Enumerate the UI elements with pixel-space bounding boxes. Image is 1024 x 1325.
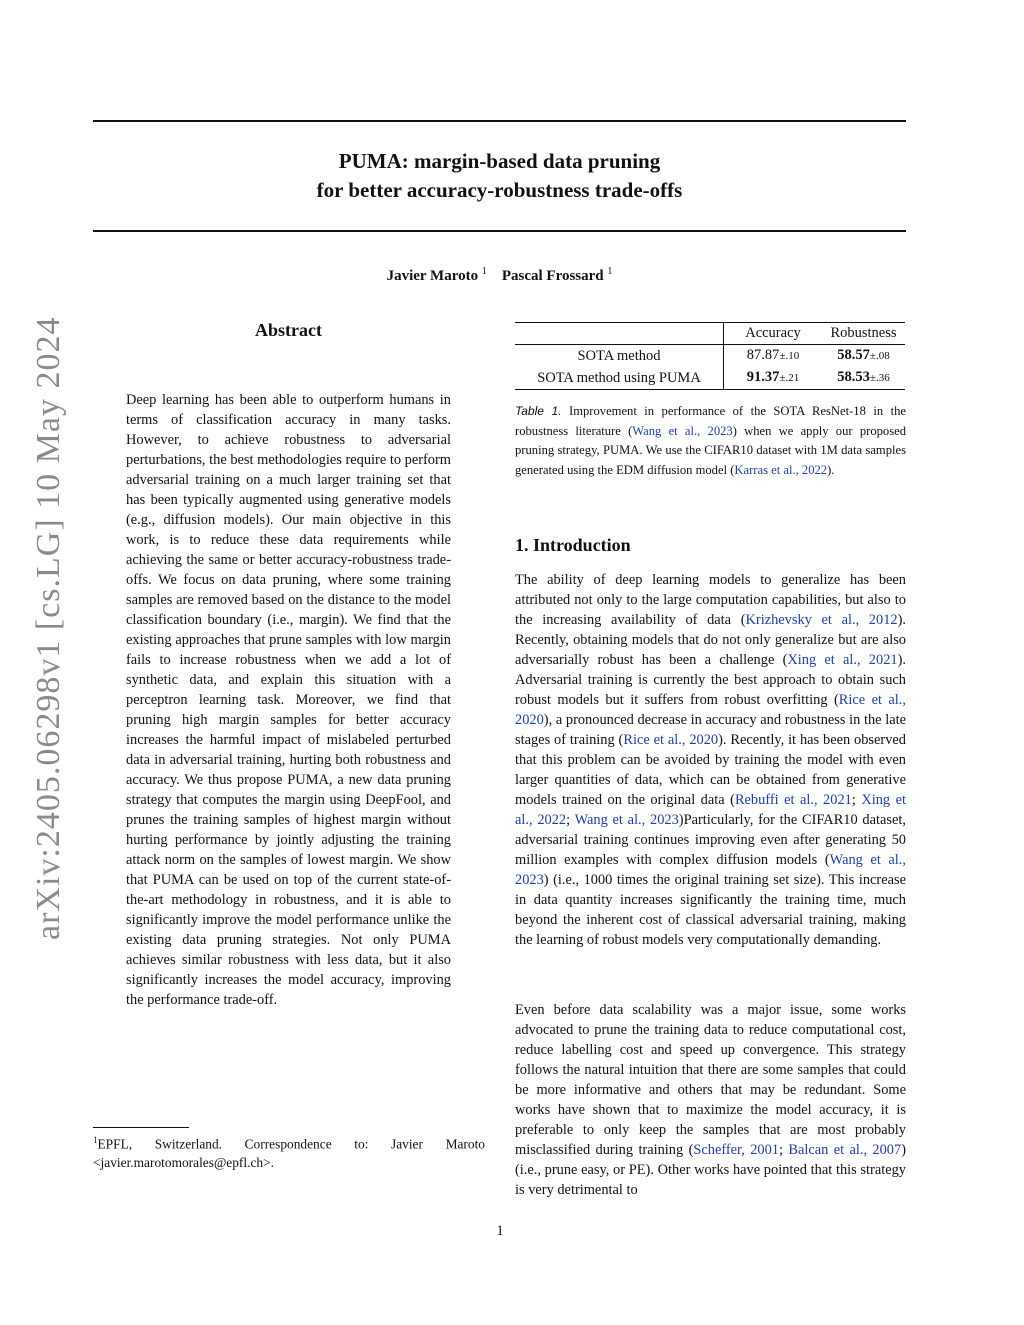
citation-link[interactable]: Balcan et al., 2007	[788, 1142, 902, 1158]
author-affiliation-mark: 1	[607, 266, 613, 277]
paragraph-text: The ability of deep learning models to generalize has been attributed not only to the large computation capabilities, but also to the increasing availability of data (	[515, 572, 906, 628]
intro-paragraph-1	[515, 570, 906, 950]
accuracy-std: ±.10	[779, 350, 800, 362]
citation-link[interactable]: Scheffer, 2001	[693, 1142, 780, 1158]
table-header-cell: Accuracy	[724, 323, 823, 345]
table-cell-method: SOTA method using PUMA	[537, 369, 701, 386]
author-name: Javier Maroto	[386, 268, 479, 284]
footnote-text: EPFL, Switzerland. Correspondence to: Javier Maroto <javier.marotomorales@epfl.ch>.	[93, 1136, 485, 1171]
table-row	[515, 345, 905, 368]
intro-paragraph-2	[515, 1000, 906, 1200]
title-line-1: PUMA: margin-based data pruning	[338, 149, 661, 173]
robustness-value: 58.53	[837, 369, 870, 385]
robustness-value: 58.57	[837, 347, 870, 363]
citation-link[interactable]: Rebuffi et al., 2021	[734, 792, 852, 808]
caption-text: ) when we apply our proposed pruning strategy, PUMA. We use the CIFAR10 dataset with 1M data samples generated using the EDM diffusion model (	[515, 423, 906, 477]
table-caption	[515, 402, 906, 480]
paragraph-text: )Particularly, for the CIFAR10 dataset, adversarial training continues improving even after generating 50 million examples with complex diffusion models (	[515, 812, 906, 868]
citation-link[interactable]: Wang et al., 2023	[574, 812, 679, 828]
paragraph-text: ), a pronounced decrease in accuracy and robustness in the late stages of training (	[515, 712, 906, 748]
table-cell-method: SOTA method	[577, 347, 661, 364]
table-header-cell: Robustness	[822, 323, 905, 345]
citation-link[interactable]: Wang et al., 2023	[632, 423, 733, 438]
citation-link[interactable]: Karras et al., 2022	[734, 462, 828, 477]
caption-text: Improvement in performance of the SOTA ResNet-18 in the robustness literature (	[515, 404, 906, 438]
paragraph-text: ). Adversarial training is currently the best approach to obtain such robust models but it suffers from robust overfitting (	[515, 652, 906, 708]
robustness-std: ±.36	[869, 372, 890, 384]
section-heading-introduction: 1. Introduction	[515, 535, 631, 555]
citation-link[interactable]: Wang et al., 2023	[515, 852, 906, 888]
author-affiliation-mark: 1	[481, 266, 487, 277]
paragraph-text: ;	[779, 1142, 789, 1158]
accuracy-value: 91.37	[746, 369, 780, 385]
title-line-2: for better accuracy-robustness trade-offs	[316, 178, 683, 202]
table-cell-accuracy	[724, 345, 823, 368]
paper-title	[93, 147, 906, 205]
title-top-rule	[93, 120, 906, 122]
paragraph-text: ). Recently, obtaining models that do not only generalize but are also adversarially robust has been a challenge (	[515, 612, 906, 668]
table-cell-robustness	[822, 345, 905, 368]
abstract-text: Deep learning has been able to outperform humans in terms of classification accuracy in many tasks. However, to achieve robustness to adversarial perturbations, the best methodologies require to perform adversarial training on a much larger training set that has been typically augmented using generative models (e.g., diffusion models). Our main objective in this work, is to reduce these data requirements while achieving the same or better accuracy-robustness trade-offs. We focus on data pruning, where some training samples are removed based on the distance to the model classification boundary (i.e., margin). We find that the existing approaches that prune samples with low margin fails to increase robustness when we add a lot of synthetic data, and explain this situation with a perceptron learning task. Moreover, we find that pruning high margin samples for better accuracy increases the harmful impact of mislabeled perturbed data in adversarial training, hurting both robustness and accuracy. We thus propose PUMA, a new data pruning strategy that computes the margin using DeepFool, and prunes the training samples of highest margin without hurting performance by jointly adjusting the training attack norm on the samples of lowest margin. We show that PUMA can be used on top of the current state-of-the-art methodology in robustness, and it is able to significantly improve the model performance unlike the existing data pruning strategies. Not only PUMA achieves similar robustness with less data, but it also significantly increases the model accuracy, improving the performance trade-off.	[126, 392, 451, 1008]
paragraph-text: ;	[851, 792, 862, 808]
paragraph-text: ;	[566, 812, 575, 828]
citation-link[interactable]: Rice et al., 2020	[623, 732, 719, 748]
title-bottom-rule	[93, 230, 906, 232]
footnote	[93, 1131, 485, 1172]
table-header-cell	[515, 323, 724, 345]
citation-link[interactable]: Rice et al., 2020	[515, 692, 906, 728]
author-list	[93, 266, 906, 285]
accuracy-std: ±.21	[779, 372, 800, 384]
author-name: Pascal Frossard	[501, 268, 604, 284]
paragraph-text: Even before data scalability was a major issue, some works advocated to prune the training data to reduce computational cost, reduce labelling cost and speed up convergence. This strategy follows the natural intuition that there are some samples that could be more informative and others that may be redundant. Some works have shown that to maximize the model accuracy, it is preferable to only keep the samples that are most probably misclassified during training (	[515, 1002, 906, 1158]
accuracy-value: 87.87	[746, 347, 780, 363]
paragraph-text: ). Recently, it has been observed that this problem can be avoided by training the model with even larger quantities of data, which can be obtained from generative models trained on the original data (	[515, 732, 906, 808]
results-table	[515, 322, 905, 390]
robustness-std: ±.08	[869, 350, 890, 362]
footnote-rule	[93, 1127, 189, 1128]
table-header-row	[515, 323, 905, 345]
footnote-mark: 1	[93, 1135, 98, 1145]
citation-link[interactable]: Xing et al., 2021	[787, 652, 898, 668]
paragraph-text: ) (i.e., prune easy, or PE). Other works have pointed that this strategy is very detrimental to	[515, 1142, 906, 1198]
caption-label: Table 1.	[515, 404, 562, 418]
caption-text: ).	[827, 462, 835, 477]
arxiv-side-label: arXiv:2405.06298v1 [cs.LG] 10 May 2024	[30, 316, 67, 940]
table-cell-accuracy	[724, 367, 823, 390]
table-row	[515, 367, 905, 390]
citation-link[interactable]: Krizhevsky et al., 2012	[745, 612, 898, 628]
abstract-heading: Abstract	[255, 320, 322, 340]
page-number: 1	[496, 1223, 504, 1239]
table-cell-robustness	[822, 367, 905, 390]
paragraph-text: ) (i.e., 1000 times the original training set size). This increase in data quantity increases significantly the training time, much beyond the inherent cost of classical adversarial training, making the learning of robust models very computationally demanding.	[515, 872, 906, 948]
citation-link[interactable]: Xing et al., 2022	[515, 792, 906, 828]
